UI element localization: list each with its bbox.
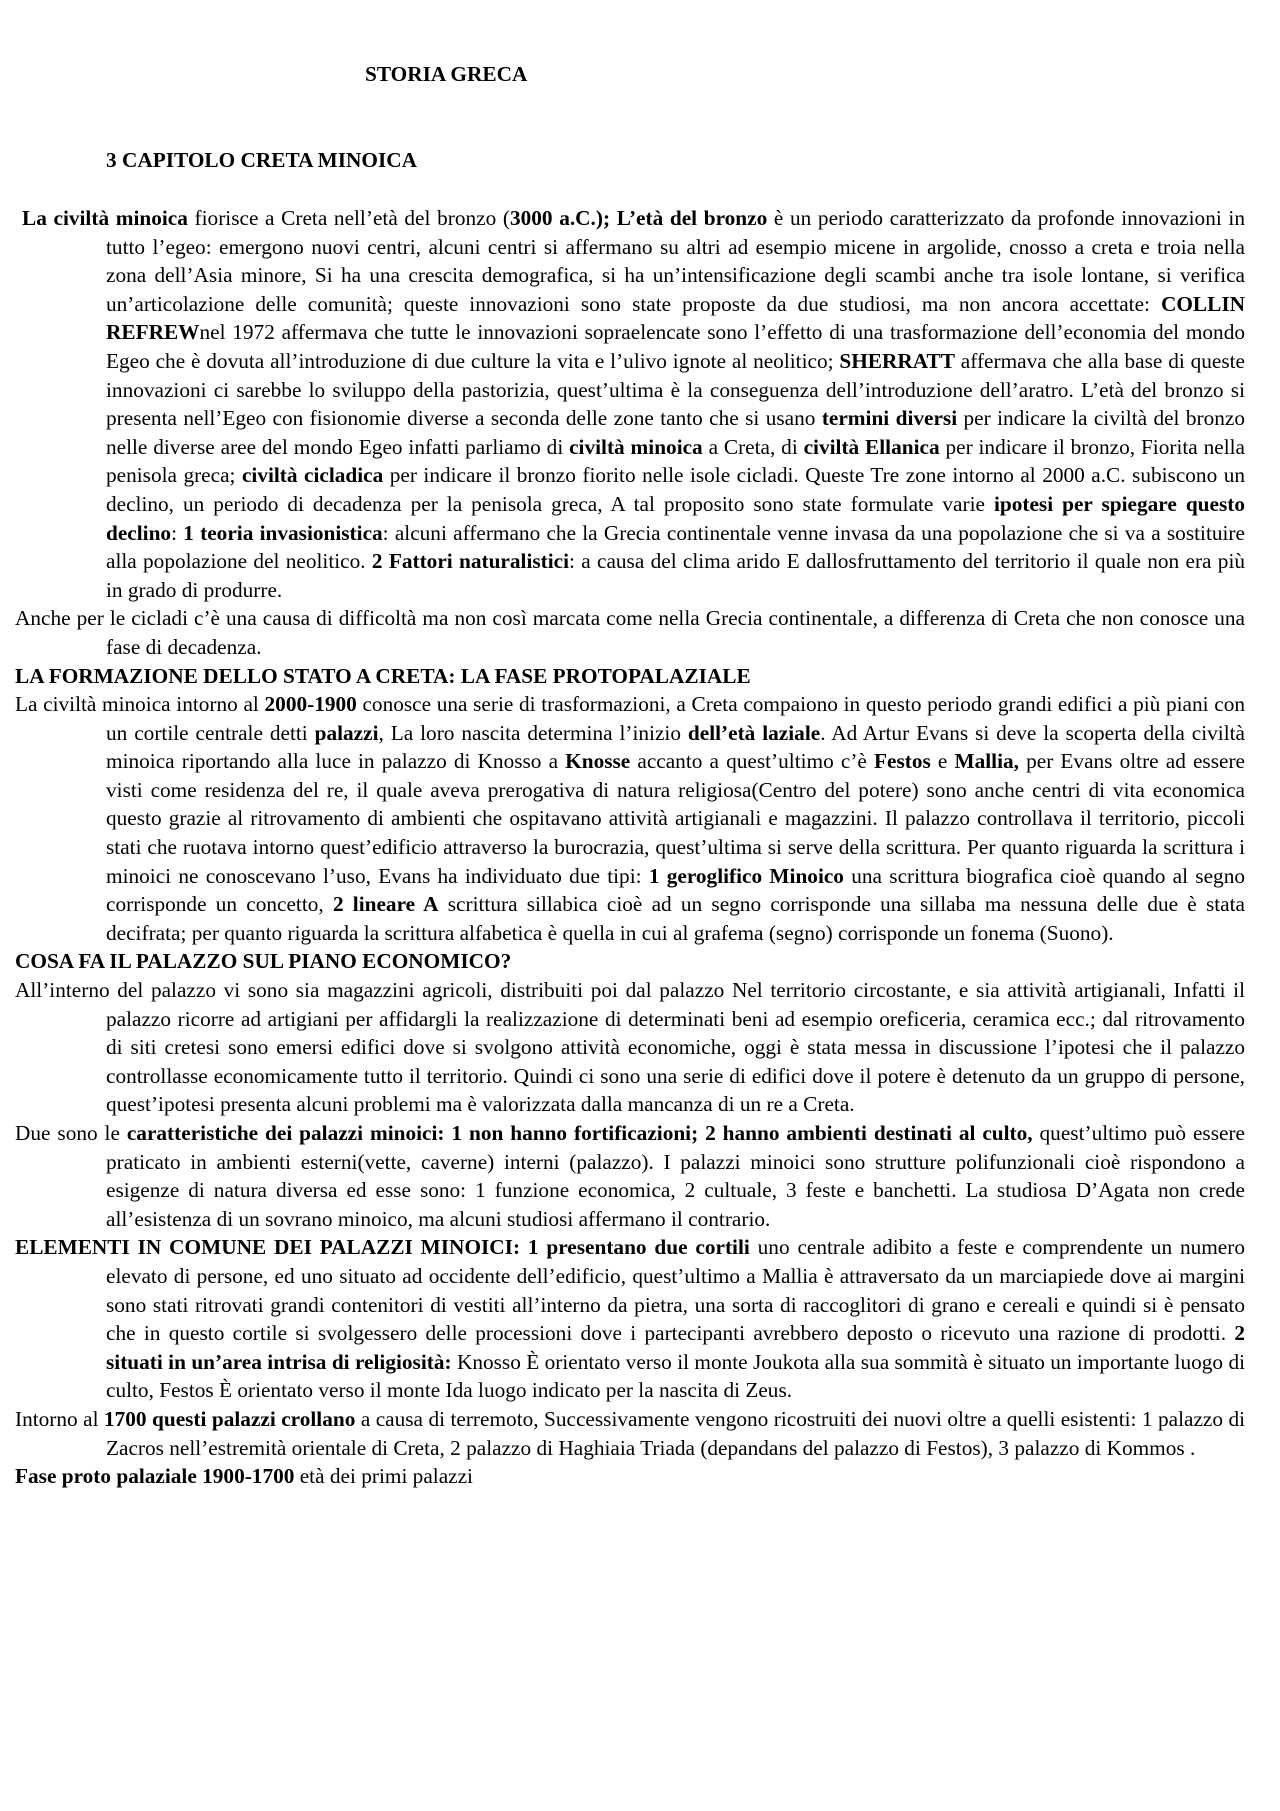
bold-text: COLLIN REFREW <box>106 291 1245 345</box>
bold-text: Festos <box>874 749 931 774</box>
text-run: per indicare la civiltà del bronzo nelle diverse aree del mondo Egeo infatti parliamo di <box>106 406 1245 459</box>
bold-text: caratteristiche dei palazzi minoici: 1 non hanno fortificazioni; 2 hanno ambienti destinati al culto, <box>126 1121 1033 1145</box>
document-title: STORIA GRECA <box>365 62 528 86</box>
text-run: a causa di terremoto, Successivamente vengono ricostruiti dei nuovi oltre a quelli esistenti: 1 palazzo di Zacros nell’estremità orientale di Creta, 2 palazzo di Haghiaia Triada (depandans del palazzo di Festos), 3 palazzo di Kommos . <box>106 1406 1246 1460</box>
bold-text: civiltà minoica <box>569 434 703 459</box>
text-run: accanto a quest’ultimo c’è <box>630 749 875 774</box>
text-run: uno centrale adibito a feste e comprendente un numero elevato di persone, ed uno situato ad occidente dell’edificio, quest’ultimo a Mallia è attraversato da un marciapiede dove ai margini sono stati ritrovati grandi contenitori di vestiti all’interno da pietra, una sorta di raccoglitori di grano e cereali e quindi si è pensato che in questo cortile si svolgessero delle processioni dove i partecipanti avrebbero deposto o ricevuto una razione di prodotti. <box>106 1235 1245 1346</box>
bold-text: palazzi <box>314 720 379 745</box>
bold-text: civiltà Ellanica <box>803 434 940 459</box>
text-run: quest’ultimo può essere praticato in ambienti esterni(vette, caverne) interni (palazzo). I palazzi minoici sono strutture polifunzionali cioè rispondono a esigenze di natura diversa ed esse sono: 1 funzione economica, 2 cultuale, 3 feste e banchetti. La studiosa D’Agata non crede all’esistenza di un sovrano minoico, ma alcuni studiosi affermano il contrario. <box>106 1121 1246 1231</box>
bold-text: 2 situati in un’area intrisa di religiosità: <box>106 1321 1245 1374</box>
chapter-title: 3 CAPITOLO CRETA MINOICA <box>106 148 418 172</box>
paragraph <box>15 690 1245 947</box>
bold-text: 1700 questi palazzi crollano <box>103 1406 356 1431</box>
paragraph <box>15 976 1245 1119</box>
paragraph <box>15 1405 1245 1462</box>
section-heading <box>15 662 1245 691</box>
text-run: : <box>171 520 184 545</box>
text-run: una scrittura biografica cioè quando al segno corrisponde un concetto, <box>106 863 1245 917</box>
paragraph <box>15 604 1245 661</box>
bold-text: LA FORMAZIONE DELLO STATO A CRETA: LA FASE PROTOPALAZIALE <box>15 663 751 688</box>
text-run: per indicare il bronzo, Fiorita nella penisola greca; <box>106 434 1245 488</box>
text-run: per indicare il bronzo fiorito nelle isole cicladi. Queste Tre zone intorno al 2000 a.C. subiscono un declino, un periodo di decadenza per la penisola greca, A tal proposito sono state formulate varie <box>106 463 1246 516</box>
text-run: scrittura sillabica cioè ad un segno corrisponde una sillaba ma nessuna delle due è stata decifrata; per quanto riguarda la scrittura alfabetica è quella in cui al grafema (segno) corrisponde un fonema (Suono). <box>106 892 1245 945</box>
bold-text: dell’età laziale <box>687 720 821 745</box>
bold-text: Fase proto palaziale 1900-1700 <box>15 1464 295 1489</box>
text-run: età dei primi palazzi <box>294 1464 473 1489</box>
text-run: nel 1972 affermava che tutte le innovazioni sopraelencate sono l’effetto di una trasformazione dell’economia del mondo Egeo che è dovuta all’introduzione di due culture la vita e l’ulivo ignote al neolitico; <box>106 320 1245 373</box>
paragraph <box>15 204 1245 604</box>
document-body <box>15 204 1245 1491</box>
bold-text: 1 teoria invasionistica <box>183 520 383 545</box>
text-run: per Evans oltre ad essere visti come residenza del re, il quale aveva prerogativa di natura religiosa(Centro del potere) sono anche centri di vita economica questo grazie al ritrovamento di ambienti che ospitavano attività artigianali e magazzini. Il palazzo controllava il territorio, piccoli stati che ruotava intorno quest’edificio attraverso la burocrazia, quest’ultima si serve della scrittura. Per quanto riguarda la scrittura i minoici ne conoscevano l’uso, Evans ha individuato due tipi: <box>106 749 1245 888</box>
bold-text: 2 lineare A <box>332 892 439 917</box>
text-run: a Creta, di <box>702 434 804 459</box>
text-run: Anche per le cicladi c’è una causa di difficoltà ma non così marcata come nella Grecia continentale, a differenza di Creta che non conosce una fase di decadenza. <box>15 606 1245 659</box>
text-run: e <box>930 749 955 774</box>
bold-text: Mallia, <box>954 749 1019 774</box>
text-run: All’interno del palazzo vi sono sia magazzini agricoli, distribuiti poi dal palazzo Nel territorio circostante, e sia attività artigianali, Infatti il palazzo ricorre ad artigiani per affidargli la realizzazione di determinati beni ad esempio oreficeria, ceramica ecc.; dal ritrovamento di siti cretesi sono emersi edifici dove si svolgono attività economiche, oggi è stata messa in discussione l’ipotesi che il palazzo controllasse economicamente tutto il territorio. Quindi ci sono una serie di edifici dove il potere è detenuto da un gruppo di persone, quest’ipotesi presenta alcuni problemi ma è valorizzata dalla mancanza di un re a Creta. <box>15 978 1245 1117</box>
text-run: La civiltà minoica intorno al <box>15 692 265 717</box>
bold-text: Knosse <box>565 749 631 774</box>
bold-text: La civiltà minoica <box>22 206 188 230</box>
text-run: Knosso È orientato verso il monte Joukota alla sua sommità è situato un importante luogo di culto, Festos È orientato verso il monte Ida luogo indicato per la nascita di Zeus. <box>106 1349 1246 1403</box>
bold-text: 2000-1900 <box>264 692 357 717</box>
bold-text: SHERRATT <box>839 348 955 373</box>
text-run: conosce una serie di trasformazioni, a Creta compaiono in questo periodo grandi edifici a più piani con un cortile centrale detti <box>106 692 1245 745</box>
text-run: Due sono le <box>15 1121 127 1145</box>
text-run: , La loro nascita determina l’inizio <box>378 720 688 745</box>
text-run: Intorno al <box>15 1406 104 1431</box>
text-run: fiorisce a Creta nell’età del bronzo ( <box>187 206 510 230</box>
bold-text: 2 Fattori naturalistici <box>371 549 570 574</box>
bold-text: civiltà cicladica <box>241 463 384 488</box>
text-run: . Ad Artur Evans si deve la scoperta della civiltà minoica riportando alla luce in palazzo di Knosso a <box>106 720 1245 774</box>
paragraph <box>15 1119 1245 1233</box>
bold-text: 1 geroglifico Minoico <box>648 863 844 888</box>
paragraph <box>15 1233 1245 1405</box>
text-run: affermava che alla base di queste innovazioni ci sarebbe lo sviluppo della pastorizia, quest’ultima è la conseguenza dell’introduzione dell’aratro. L’età del bronzo si presenta nell’Egeo con fisionomie diverse a seconda delle zone tanto che si usano <box>106 348 1246 431</box>
text-run: : a causa del clima arido E dallosfruttamento del territorio il quale non era più in grado di produrre. <box>106 549 1246 602</box>
bold-text: ELEMENTI IN COMUNE DEI PALAZZI MINOICI: 1 presentano due cortili <box>15 1235 750 1260</box>
text-run: : alcuni affermano che la Grecia continentale venne invasa da una popolazione che si va a sostituire alla popolazione del neolitico. <box>106 520 1245 574</box>
bold-text: COSA FA IL PALAZZO SUL PIANO ECONOMICO? <box>15 949 512 974</box>
bold-text: termini diversi <box>821 406 958 431</box>
bold-text: 3000 a.C.); L’età del bronzo <box>509 206 768 230</box>
section-heading <box>15 947 1245 976</box>
paragraph <box>15 1462 1245 1491</box>
text-run: è un periodo caratterizzato da profonde innovazioni in tutto l’egeo: emergono nuovi centri, alcuni centri si affermano su altri ad esempio micene in argolide, cnosso a creta e troia nella zona dell’Asia minore, Si ha una crescita demografica, si ha un’intensificazione degli scambi anche tra isole lontane, si verifica un’articolazione delle comunità; queste innovazioni sono state proposte da due studiosi, ma non ancora accettate: <box>106 206 1245 316</box>
bold-text: ipotesi per spiegare questo declino <box>106 491 1245 545</box>
